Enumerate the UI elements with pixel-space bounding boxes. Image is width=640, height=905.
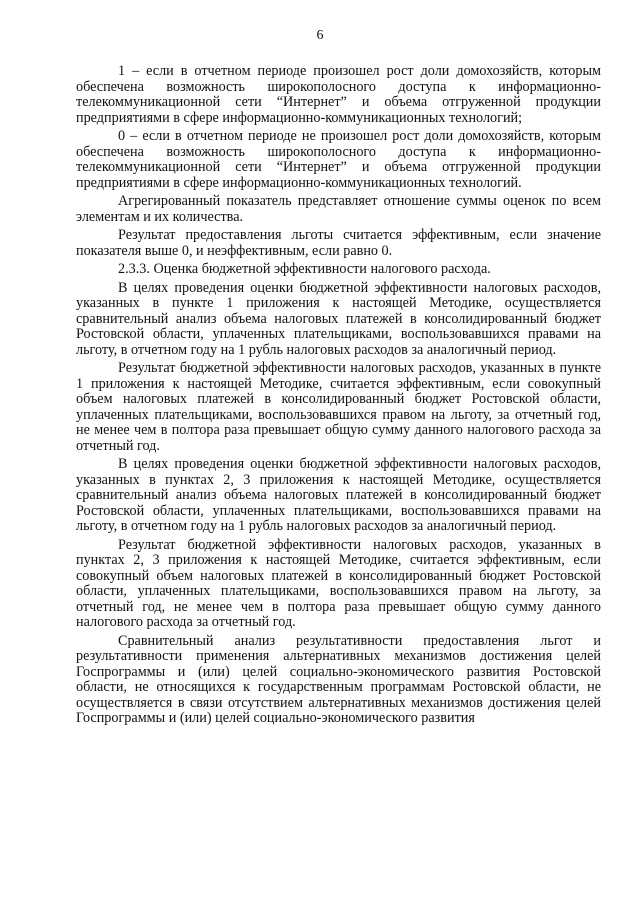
paragraph-aggregated-indicator: Агрегированный показатель представляет отношение суммы оценок по всем элементам и их количества.: [76, 193, 601, 225]
page-number: 6: [316, 28, 324, 43]
paragraph-comparative-analysis: Сравнительный анализ результативности предоставления льгот и результативности применения альтернативных механизмов достижения целей Госпрограммы и (или) целей социально-экономического развития Ростовской области, не относящихся к государственным программам Ростовской области, не осуществляется в связи отсутствием альтернативных механизмов достижения целей Госпрограммы и (или) целей социально-экономического развития: [76, 632, 601, 726]
paragraph-budget-result-items-2-3: Результат бюджетной эффективности налоговых расходов, указанных в пунктах 2, 3 приложения к настоящей Методике, считается эффективным, если совокупный объем налоговых платежей в консолидированный бюджет Ростовской области, уплаченных плательщиками, воспользовавшихся правом на льготу, за отчетный год, не менее чем в полтора раза превышает общую сумму данного налогового расхода за отчетный год.: [76, 536, 601, 630]
paragraph-budget-analysis-items-2-3: В целях проведения оценки бюджетной эффективности налоговых расходов, указанных в пунктах 2, 3 приложения к настоящей Методике, осуществляется сравнительный анализ объема налоговых платежей в консолидированный бюджет Ростовской области, уплаченных плательщиками, воспользовавшихся правами на льготу, в отчетном году на 1 рубль налоговых расходов за аналогичный период.: [76, 456, 601, 534]
paragraph-criterion-zero: 0 – если в отчетном периоде не произошел рост доли домохозяйств, которым обеспечена возможность широкополосного доступа к информационно-телекоммуникационной сети “Интернет” и объема отгруженной продукции предприятиями в сфере информационно-коммуникационных технологий.: [76, 128, 601, 191]
section-heading-2-3-3: 2.3.3. Оценка бюджетной эффективности налогового расхода.: [118, 261, 491, 277]
document-body: [76, 64, 601, 727]
paragraph-budget-analysis-item-1: В целях проведения оценки бюджетной эффективности налоговых расходов, указанных в пункте 1 приложения к настоящей Методике, осуществляется сравнительный анализ объема налоговых платежей в консолидированный бюджет Ростовской области, уплаченных плательщиками, воспользовавшихся правами на льготу, в отчетном году на 1 рубль налоговых расходов за аналогичный период.: [76, 279, 601, 358]
paragraph-budget-result-item-1: Результат бюджетной эффективности налоговых расходов, указанных в пункте 1 приложения к настоящей Методике, считается эффективным, если совокупный объем налоговых платежей в консолидированный бюджет Ростовской области, уплаченных плательщиками, воспользовавшихся правом на льготу, за отчетный год, не менее чем в полтора раза превышает общую сумму данного налогового расхода за отчетный год.: [76, 360, 601, 454]
paragraph-criterion-one: 1 – если в отчетном периоде произошел рост доли домохозяйств, которым обеспечена возможность широкополосного доступа к информационно-телекоммуникационной сети “Интернет” и объема отгруженной продукции предприятиями в сфере информационно-коммуникационных технологий;: [76, 63, 601, 126]
paragraph-benefit-result: Результат предоставления льготы считается эффективным, если значение показателя выше 0, и неэффективным, если равно 0.: [76, 227, 601, 259]
